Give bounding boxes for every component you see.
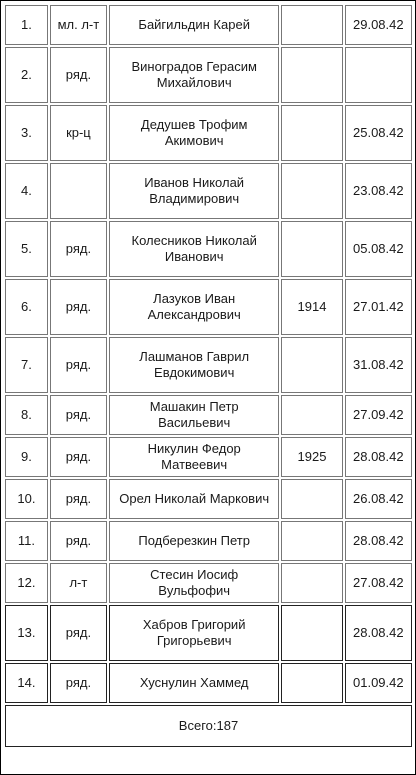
rank-cell: ряд. (50, 395, 107, 435)
row-number: 1. (5, 5, 48, 45)
birth-year-cell (281, 337, 342, 393)
total-row (5, 705, 412, 747)
birth-year-cell (281, 47, 342, 103)
table-row (5, 479, 412, 519)
name-cell: Виноградов Герасим Михайлович (109, 47, 279, 103)
date-cell (345, 47, 412, 103)
row-number: 12. (5, 563, 48, 603)
row-number: 8. (5, 395, 48, 435)
name-cell: Хабров Григорий Григорьевич (109, 605, 279, 661)
table-row (5, 521, 412, 561)
row-number: 4. (5, 163, 48, 219)
date-cell: 27.01.42 (345, 279, 412, 335)
rank-cell: ряд. (50, 663, 107, 703)
rank-cell: кр-ц (50, 105, 107, 161)
row-number: 7. (5, 337, 48, 393)
birth-year-cell (281, 521, 342, 561)
birth-year-cell (281, 479, 342, 519)
row-number: 13. (5, 605, 48, 661)
row-number: 5. (5, 221, 48, 277)
table-row (5, 5, 412, 45)
date-cell: 26.08.42 (345, 479, 412, 519)
rank-cell (50, 163, 107, 219)
birth-year-cell (281, 105, 342, 161)
name-cell: Дедушев Трофим Акимович (109, 105, 279, 161)
row-number: 9. (5, 437, 48, 477)
row-number: 14. (5, 663, 48, 703)
date-cell: 27.08.42 (345, 563, 412, 603)
birth-year-cell (281, 563, 342, 603)
row-number: 11. (5, 521, 48, 561)
row-number: 6. (5, 279, 48, 335)
rank-cell: ряд. (50, 221, 107, 277)
rank-cell: ряд. (50, 279, 107, 335)
date-cell: 05.08.42 (345, 221, 412, 277)
birth-year-cell (281, 5, 342, 45)
table-row (5, 337, 412, 393)
birth-year-cell: 1925 (281, 437, 342, 477)
name-cell: Стесин Иосиф Вульфофич (109, 563, 279, 603)
birth-year-cell (281, 395, 342, 435)
table-row (5, 163, 412, 219)
name-cell: Хуснулин Хаммед (109, 663, 279, 703)
date-cell: 31.08.42 (345, 337, 412, 393)
name-cell: Байгильдин Карей (109, 5, 279, 45)
date-cell: 28.08.42 (345, 605, 412, 661)
rank-cell: ряд. (50, 479, 107, 519)
table-row (5, 105, 412, 161)
table-row (5, 605, 412, 661)
personnel-table (3, 3, 414, 749)
name-cell: Подберезкин Петр (109, 521, 279, 561)
table-row (5, 47, 412, 103)
name-cell: Лашманов Гаврил Евдокимович (109, 337, 279, 393)
table-row (5, 437, 412, 477)
rank-cell: мл. л-т (50, 5, 107, 45)
name-cell: Колесников Николай Иванович (109, 221, 279, 277)
date-cell: 28.08.42 (345, 437, 412, 477)
row-number: 10. (5, 479, 48, 519)
birth-year-cell (281, 605, 342, 661)
table-row (5, 563, 412, 603)
birth-year-cell (281, 163, 342, 219)
rank-cell: ряд. (50, 605, 107, 661)
date-cell: 01.09.42 (345, 663, 412, 703)
row-number: 3. (5, 105, 48, 161)
row-number: 2. (5, 47, 48, 103)
name-cell: Иванов Николай Владимирович (109, 163, 279, 219)
date-cell: 27.09.42 (345, 395, 412, 435)
birth-year-cell: 1914 (281, 279, 342, 335)
rank-cell: л-т (50, 563, 107, 603)
table-row (5, 279, 412, 335)
name-cell: Лазуков Иван Александрович (109, 279, 279, 335)
table-row (5, 663, 412, 703)
rank-cell: ряд. (50, 337, 107, 393)
total-cell: Всего:187 (5, 705, 412, 747)
rank-cell: ряд. (50, 437, 107, 477)
birth-year-cell (281, 221, 342, 277)
date-cell: 25.08.42 (345, 105, 412, 161)
rank-cell: ряд. (50, 47, 107, 103)
rank-cell: ряд. (50, 521, 107, 561)
table-row (5, 395, 412, 435)
date-cell: 23.08.42 (345, 163, 412, 219)
date-cell: 29.08.42 (345, 5, 412, 45)
table-row (5, 221, 412, 277)
birth-year-cell (281, 663, 342, 703)
name-cell: Машакин Петр Васильевич (109, 395, 279, 435)
name-cell: Орел Николай Маркович (109, 479, 279, 519)
date-cell: 28.08.42 (345, 521, 412, 561)
name-cell: Никулин Федор Матвеевич (109, 437, 279, 477)
